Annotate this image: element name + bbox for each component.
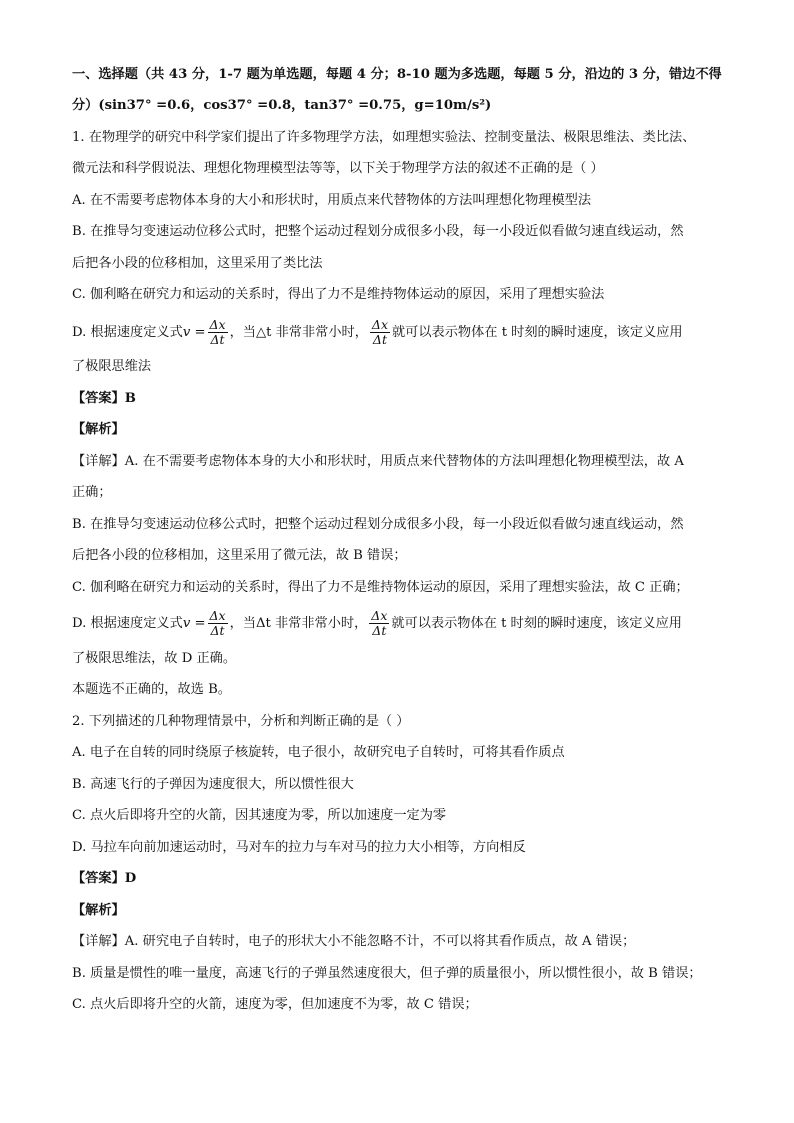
- q2-stem: 2. 下列描述的几种物理情景中，分析和判断正确的是（ ）: [72, 714, 410, 729]
- fraction-denominator: Δt: [210, 332, 225, 347]
- q1-option-d-line2: 了极限思维法: [72, 359, 152, 374]
- fraction-denominator: Δt: [372, 332, 387, 347]
- fraction-numerator: Δx: [371, 608, 388, 623]
- velocity-symbol: v =: [182, 325, 206, 340]
- velocity-symbol: v =: [182, 616, 206, 631]
- q1-answer: 【答案】B: [72, 391, 136, 406]
- fraction-denominator: Δt: [372, 623, 387, 638]
- q1-stem-line2: 微元法和科学假说法、理想化物理模型法等等，以下关于物理学方法的叙述不正确的是（ ）: [72, 161, 604, 176]
- q2-option-c: C. 点火后即将升空的火箭，因其速度为零，所以加速度一定为零: [72, 808, 447, 823]
- delta-x-over-delta-t-4: [369, 609, 389, 638]
- section-header-line2: 分）(sin37° =0.6，cos37° =0.8，tan37° =0.75，g=10m/s²): [72, 98, 492, 113]
- q1-detail-d-suffix: 就可以表示物体在 t 时刻的瞬时速度，该定义应用: [391, 616, 682, 631]
- q1-option-d-line1: [72, 316, 683, 350]
- q1-option-d-suffix: 就可以表示物体在 t 时刻的瞬时速度，该定义应用: [392, 325, 683, 340]
- q1-option-d-prefix: D. 根据速度定义式: [72, 325, 183, 340]
- fraction-numerator: Δx: [371, 317, 388, 332]
- q1-detail-b-line1: B. 在推导匀变速运动位移公式时，把整个运动过程划分成很多小段，每一小段近似看做匀速直线运动，然: [72, 517, 684, 532]
- q1-option-a: A. 在不需要考虑物体本身的大小和形状时，用质点来代替物体的方法叫理想化物理模型法: [72, 193, 592, 208]
- q1-detail-d-line1: [72, 607, 682, 641]
- q1-option-b-line1: B. 在推导匀变速运动位移公式时，把整个运动过程划分成很多小段，每一小段近似看做匀速直线运动，然: [72, 224, 684, 239]
- q1-detail-b-line2: 后把各小段的位移相加，这里采用了微元法，故 B 错误；: [72, 548, 407, 563]
- q1-detail-d-line2: 了极限思维法，故 D 正确。: [72, 651, 237, 666]
- q1-detail-a-cont: 正确；: [72, 485, 112, 500]
- section-header-line1: 一、选择题（共 43 分，1-7 题为单选题，每题 4 分；8-10 题为多选题，每题 5 分，沿边的 3 分，错边不得: [72, 67, 722, 82]
- q1-detail-a: 【详解】A. 在不需要考虑物体本身的大小和形状时，用质点来代替物体的方法叫理想化物理模型法，故 A: [72, 454, 684, 469]
- q2-option-b: B. 高速飞行的子弹因为速度很大，所以惯性很大: [72, 777, 354, 792]
- q1-detail-d-prefix: D. 根据速度定义式: [72, 616, 183, 631]
- q2-analysis-heading: 【解析】: [72, 903, 125, 918]
- delta-x-over-delta-t: [208, 318, 228, 347]
- q1-option-d-middle: ，当△t 非常非常小时，: [229, 325, 368, 340]
- q1-option-b-line2: 后把各小段的位移相加，这里采用了类比法: [72, 256, 323, 271]
- q1-conclusion: 本题选不正确的，故选 B。: [72, 682, 231, 697]
- fraction-numerator: Δx: [209, 317, 226, 332]
- q1-option-c: C. 伽利略在研究力和运动的关系时，得出了力不是维持物体运动的原因，采用了理想实验法: [72, 287, 605, 302]
- q1-detail-d-middle: ，当Δt 非常非常小时，: [229, 616, 368, 631]
- q2-detail-b: B. 质量是惯性的唯一量度，高速飞行的子弹虽然速度很大，但子弹的质量很小，所以惯性很小，故 B 错误；: [72, 966, 702, 981]
- q2-detail-a: 【详解】A. 研究电子自转时，电子的形状大小不能忽略不计，不可以将其看作质点，故 A 错误；: [72, 934, 636, 949]
- delta-x-over-delta-t-3: [208, 609, 228, 638]
- q1-detail-c: C. 伽利略在研究力和运动的关系时，得出了力不是维持物体运动的原因，采用了理想实验法，故 C 正确；: [72, 580, 689, 595]
- fraction-denominator: Δt: [210, 623, 225, 638]
- delta-x-over-delta-t-2: [370, 318, 390, 347]
- fraction-numerator: Δx: [209, 608, 226, 623]
- q2-detail-c: C. 点火后即将升空的火箭，速度为零，但加速度不为零，故 C 错误；: [72, 997, 478, 1012]
- q2-answer: 【答案】D: [72, 871, 137, 886]
- q1-analysis-heading: 【解析】: [72, 422, 125, 437]
- q1-stem-line1: 1. 在物理学的研究中科学家们提出了许多物理学方法，如理想实验法、控制变量法、极限思维法、类比法、: [72, 130, 696, 145]
- q2-option-d: D. 马拉车向前加速运动时，马对车的拉力与车对马的拉力大小相等，方向相反: [72, 840, 526, 855]
- q2-option-a: A. 电子在自转的同时绕原子核旋转，电子很小，故研究电子自转时，可将其看作质点: [72, 745, 565, 760]
